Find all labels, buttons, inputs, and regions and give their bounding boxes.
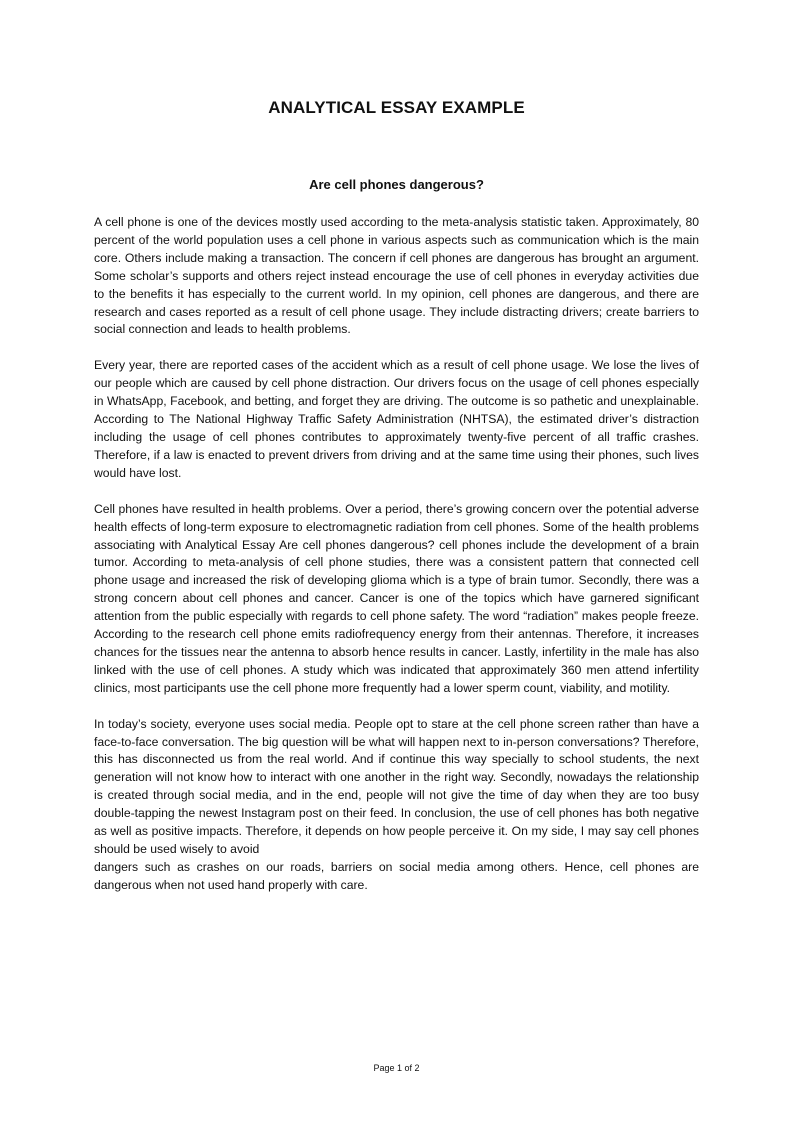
paragraph-health-problems: Cell phones have resulted in health problems. Over a period, there’s growing concern over the potential adverse health effects of long-term exposure to electromagnetic radiation from cell phones. Some of the health problems associating with Analytical Essay Are cell phones dangerous? cell phones include the development of a brain tumor. According to meta-analysis of cell phone studies, there was a consistent pattern that connected cell phone usage and increased the risk of developing glioma which is a type of brain tumor. Secondly, there was a strong concern about cell phones and cancer. Cancer is one of the topics which have garnered significant attention from the public especially with regards to cell phone safety. The word “radiation” makes people freeze. According to the research cell phone emits radiofrequency energy from their antennas. Therefore, it increases chances for the tissues near the antenna to absorb hence results in cancer. Lastly, infertility in the male has also linked with the use of cell phones. A study which was indicated that approximately 360 men attend infertility clinics, most participants use the cell phone more frequently had a lower sperm count, viability, and motility. bbox=[94, 501, 699, 695]
paragraph-driver-distraction: Every year, there are reported cases of the accident which as a result of cell phone usage. We lose the lives of our people which are caused by cell phone distraction. Our drivers focus on the usage of cell phones especially in WhatsApp, Facebook, and betting, and forget they are driving. The outcome is so pathetic and unexplainable. According to The National Highway Traffic Safety Administration (NHTSA), the estimated driver’s distraction including the usage of cell phones contributes to approximately twenty-five percent of all traffic crashes. Therefore, if a law is enacted to prevent drivers from driving and at the same time using their phones, such lives would have lost. bbox=[94, 358, 699, 480]
paragraph-social-media: In today’s society, everyone uses social media. People opt to stare at the cell phone screen rather than have a face-to-face conversation. The big question will be what will happen next to in-person conversations? Therefore, this has disconnected us from the real world. And if continue this way specially to school students, the next generation will not know how to interact with one another in the right way. Secondly, nowadays the relationship is created through social media, and in the end, people will not give the time of day when they are too busy double-tapping the newest Instagram post on their feed. In conclusion, the use of cell phones has both negative as well as positive impacts. Therefore, it depends on how people perceive it. On my side, I may say cell phones should be used wisely to avoid bbox=[94, 716, 699, 856]
paragraph-introduction: A cell phone is one of the devices mostly used according to the meta-analysis statistic taken. Approximately, 80 percent of the world population uses a cell phone in various aspects such as communication which is the main core. Others include making a transaction. The concern if cell phones are dangerous has brought an argument. Some scholar’s supports and others reject instead encourage the use of cell phones in everyday activities due to the benefits it has especially to the current world. In my opinion, cell phones are dangerous, and there are research and cases reported as a result of cell phone usage. They include distracting drivers; create barriers to social connection and leads to health problems. bbox=[94, 215, 699, 337]
page-number: Page 1 of 2 bbox=[373, 1063, 420, 1073]
paragraph-conclusion-continuation: dangers such as crashes on our roads, barriers on social media among others. Hence, cell phones are dangerous when not used hand properly with care. bbox=[94, 859, 699, 892]
essay-question-heading: Are cell phones dangerous? bbox=[309, 177, 484, 192]
essay-body bbox=[94, 214, 699, 913]
document-title: ANALYTICAL ESSAY EXAMPLE bbox=[268, 98, 525, 117]
